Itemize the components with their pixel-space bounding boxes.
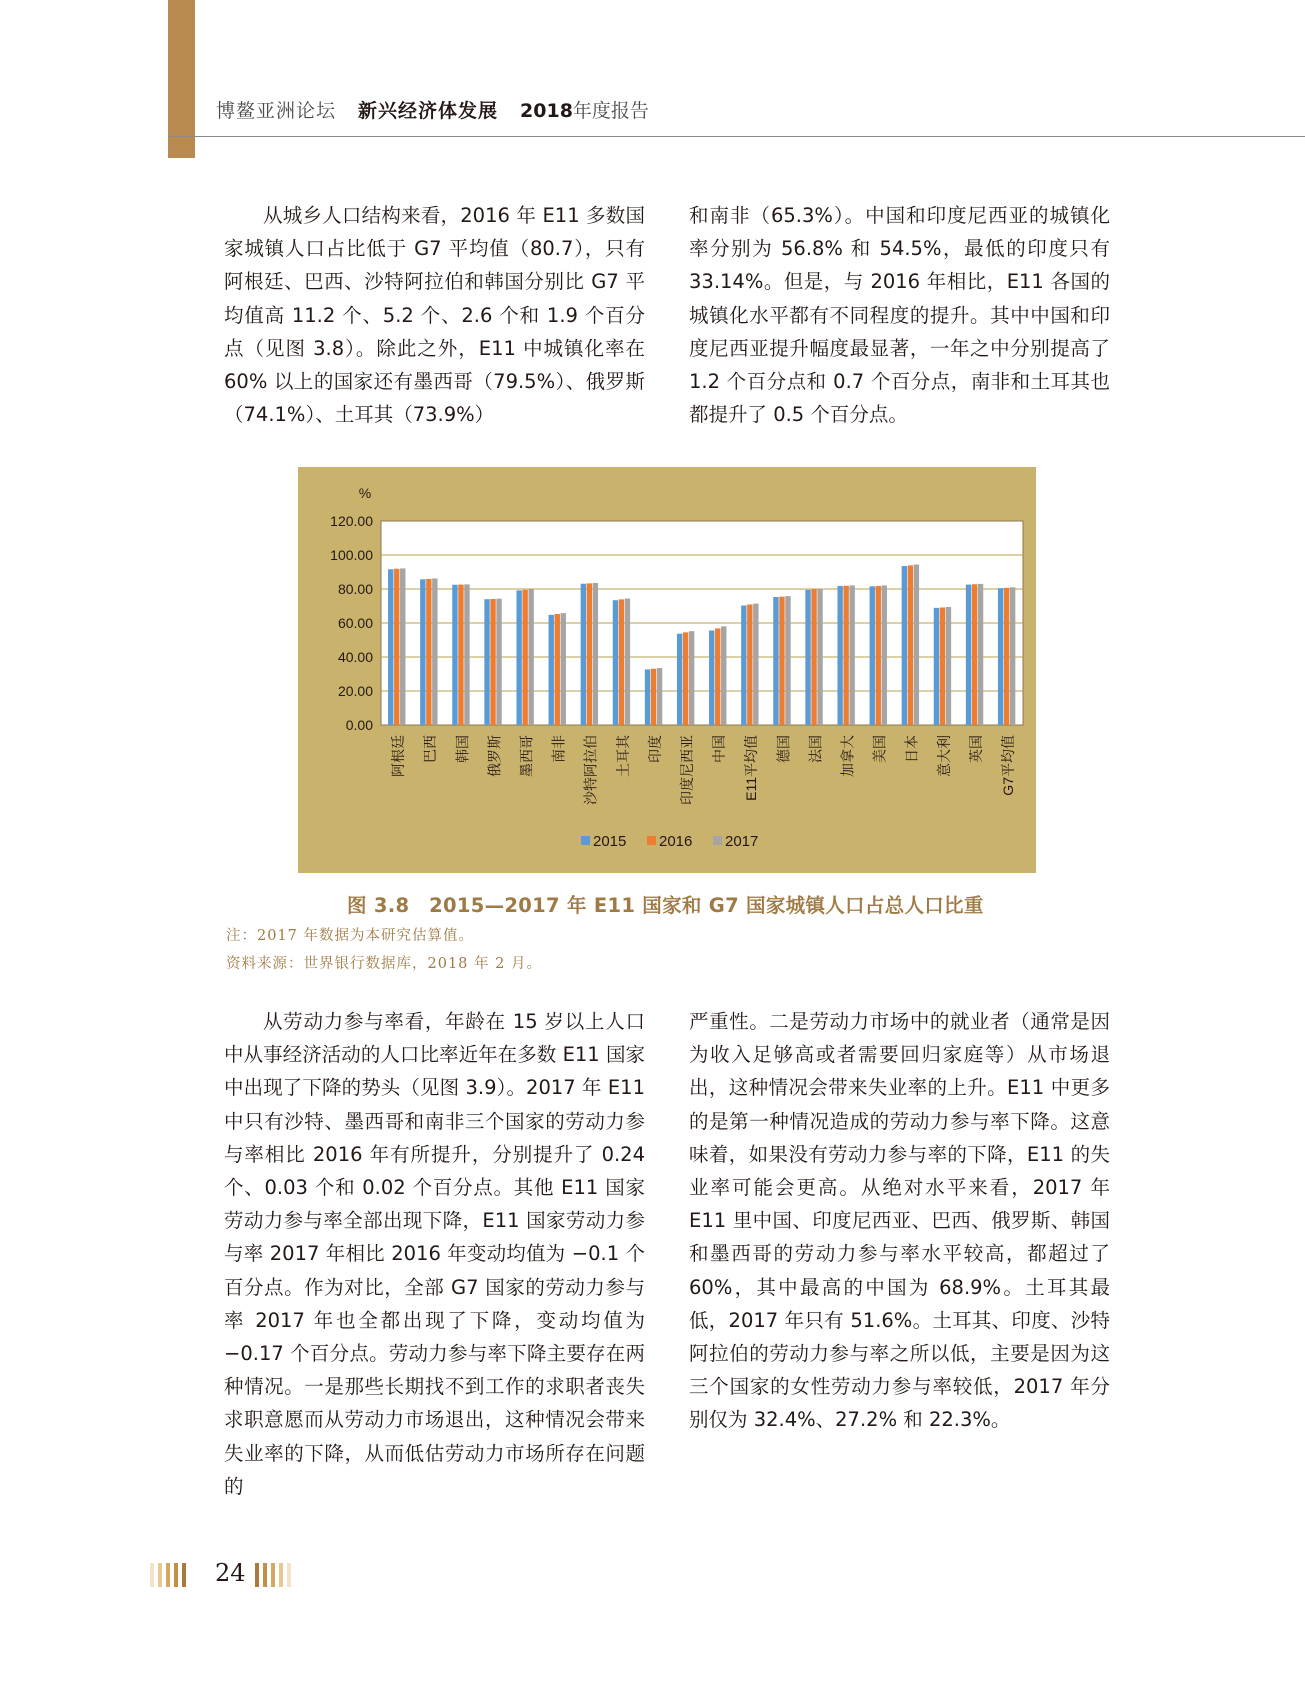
bar-2015 — [934, 608, 939, 725]
paragraph-text: 严重性。二是劳动力市场中的就业者（通常是因为收入足够高或者需要回归家庭等）从市场退出，这种情况会带来失业率的上升。E11 中更多的是第一种情况造成的劳动力参与率下降。这意味着，如果没有劳动力参与率的下降，E11 的失业率可能会更高。从绝对水平来看，2017 年 E11 里中国、印度尼西亚、巴西、俄罗斯、韩国和墨西哥的劳动力参与率水平较高，都超过了 60%，其中最高的中国为 68.9%。土耳其最低，2017 年只有 51.6%。土耳其、印度、沙特阿拉伯的劳动力参与率之所以低，主要是因为这三个国家的女性劳动力参与率较低，2017 年分别仅为 32.4%、27.2% 和 22.3%。 — [689, 1010, 1110, 1432]
x-tick-label-group — [936, 735, 952, 777]
bar-2017 — [689, 631, 694, 725]
x-tick-label-group — [743, 735, 759, 801]
y-axis-label: % — [358, 485, 372, 501]
header-rule — [168, 136, 1305, 137]
legend-swatch-2015 — [581, 836, 590, 845]
y-tick-label: 60.00 — [337, 615, 373, 631]
y-tick-label: 100.00 — [330, 547, 373, 563]
x-tick-label-group — [711, 735, 727, 763]
bar-2016 — [843, 586, 848, 725]
x-tick-label: 土耳其 — [614, 735, 631, 777]
x-tick-label: 印度尼西亚 — [678, 735, 695, 805]
bar-2016 — [587, 583, 592, 725]
bar-2017 — [528, 590, 533, 725]
x-tick-label: 阿根廷 — [390, 735, 407, 777]
header-forum-name: 博鳌亚洲论坛 — [216, 100, 337, 122]
x-tick-label-group — [551, 735, 567, 763]
y-tick-label: 120.00 — [330, 513, 373, 529]
bar-2017 — [882, 585, 887, 725]
page-number: 24 — [215, 1559, 246, 1587]
x-tick-label: 沙特阿拉伯 — [582, 735, 599, 805]
bar-2017 — [400, 568, 405, 725]
running-header — [216, 96, 649, 123]
bar-2017 — [593, 583, 598, 725]
bar-2016 — [619, 599, 624, 725]
bar-2016 — [940, 608, 945, 725]
legend-label-2015: 2015 — [593, 833, 627, 850]
bar-2015 — [388, 569, 393, 725]
bar-2015 — [773, 597, 778, 725]
x-tick-label: 中国 — [711, 735, 728, 763]
bar-2016 — [972, 584, 977, 725]
figure-source: 资料来源：世界银行数据库，2018 年 2 月。 — [226, 956, 542, 972]
header-year: 2018 — [520, 100, 573, 122]
x-tick-label-group — [454, 735, 470, 763]
bar-2016 — [490, 599, 495, 725]
bar-2016 — [876, 586, 881, 725]
bar-2016 — [811, 589, 816, 725]
paragraph-text: 从城乡人口结构来看，2016 年 E11 多数国家城镇人口占比低于 G7 平均值（80.7），只有阿根廷、巴西、沙特阿拉伯和韩国分别比 G7 平均值高 11.2 个、5.2 个、2.6 个和 1.9 个百分点（见图 3.8）。除此之外，E11 中城镇化率在 60% 以上的国家还有墨西哥（79.5%）、俄罗斯（74.1%）、土耳其（73.9%） — [224, 204, 645, 427]
x-tick-label-group — [518, 735, 534, 777]
bar-2017 — [464, 584, 469, 725]
footer-mark — [158, 1563, 162, 1587]
bar-2015 — [902, 566, 907, 725]
paragraph-labor-part1 — [224, 1005, 645, 1503]
x-tick-label: 美国 — [871, 735, 888, 763]
bar-2017 — [914, 565, 919, 725]
x-tick-label-group — [679, 735, 695, 805]
footer-mark — [271, 1563, 275, 1587]
legend-label-2017: 2017 — [725, 833, 759, 850]
paragraph-urbanization-part1 — [224, 199, 645, 431]
footer-mark — [279, 1563, 283, 1587]
bar-2017 — [946, 607, 951, 725]
bar-2017 — [753, 604, 758, 725]
bar-2016 — [555, 614, 560, 725]
bar-2015 — [677, 634, 682, 725]
bar-2016 — [747, 604, 752, 725]
x-tick-label: 俄罗斯 — [486, 735, 503, 777]
bar-2016 — [683, 632, 688, 725]
bar-2015 — [709, 630, 714, 725]
bar-2016 — [426, 579, 431, 725]
footer-mark — [166, 1563, 170, 1587]
bar-2017 — [1010, 587, 1015, 725]
x-tick-label-group — [583, 735, 599, 805]
bar-2016 — [458, 585, 463, 725]
paragraph-text: 和南非（65.3%）。中国和印度尼西亚的城镇化率分别为 56.8% 和 54.5%，最低的印度只有 33.14%。但是，与 2016 年相比，E11 各国的城镇化水平都有不同程度的提升。其中中国和印度尼西亚提升幅度最显著，一年之中分别提高了 1.2 个百分点和 0.7 个百分点，南非和土耳其也都提升了 0.5 个百分点。 — [689, 204, 1110, 427]
x-tick-label: 南非 — [550, 735, 567, 763]
footer-mark — [182, 1563, 186, 1587]
x-tick-label: 墨西哥 — [518, 735, 535, 777]
bar-2015 — [452, 585, 457, 725]
bar-2017 — [785, 596, 790, 725]
y-tick-label: 40.00 — [337, 649, 373, 665]
x-tick-label: 意大利 — [935, 735, 952, 777]
x-tick-label-group — [775, 735, 791, 763]
bar-2016 — [715, 628, 720, 725]
x-tick-label: E11平均值 — [743, 735, 760, 801]
figure-3-8-chart — [298, 467, 1036, 873]
bar-2015 — [741, 605, 746, 725]
urbanization-bar-chart — [298, 467, 1036, 873]
footer-decoration-left — [150, 1563, 186, 1587]
bar-2016 — [908, 565, 913, 725]
x-tick-label: 印度 — [646, 735, 663, 763]
x-tick-label: 巴西 — [422, 735, 439, 763]
x-tick-label: 加拿大 — [839, 735, 856, 777]
footer-mark — [174, 1563, 178, 1587]
legend-swatch-2016 — [647, 836, 656, 845]
x-tick-label-group — [968, 735, 984, 763]
bar-2017 — [496, 599, 501, 725]
bar-2017 — [657, 668, 662, 725]
figure-caption: 图 3.8 2015—2017 年 E11 国家和 G7 国家城镇人口占总人口比重 — [347, 894, 984, 917]
bar-2016 — [394, 569, 399, 725]
bar-2015 — [613, 600, 618, 725]
footer-decoration-right — [255, 1563, 291, 1587]
bar-2015 — [805, 590, 810, 725]
bar-2016 — [1004, 588, 1009, 725]
bar-2017 — [849, 585, 854, 725]
x-tick-label-group — [839, 735, 855, 777]
x-tick-label: G7平均值 — [999, 735, 1016, 796]
footer-mark — [150, 1563, 154, 1587]
bar-2015 — [549, 615, 554, 725]
y-tick-label: 0.00 — [345, 717, 373, 733]
bar-2016 — [522, 590, 527, 725]
paragraph-text: 从劳动力参与率看，年龄在 15 岁以上人口中从事经济活动的人口比率近年在多数 E11 国家中出现了下降的势头（见图 3.9）。2017 年 E11 中只有沙特、墨西哥和南非三个国家的劳动力参与率相比 2016 年有所提升，分别提升了 0.24 个、0.03 个和 0.02 个百分点。其他 E11 国家劳动力参与率全部出现下降，E11 国家劳动力参与率 2017 年相比 2016 年变动均值为 −0.1 个百分点。作为对比，全部 G7 国家的劳动力参与率 2017 年也全都出现了下降，变动均值为 −0.17 个百分点。劳动力参与率下降主要存在两种情况。一是那些长期找不到工作的求职者丧失求职意愿而从劳动力市场退出，这种情况会带来失业率的下降，从而低估劳动力市场所存在问题的 — [224, 1010, 645, 1498]
x-tick-label-group — [1000, 735, 1016, 796]
bar-2017 — [817, 589, 822, 725]
x-tick-label: 韩国 — [454, 735, 471, 763]
header-book-title: 新兴经济体发展 — [358, 100, 499, 122]
bar-2017 — [561, 613, 566, 725]
x-tick-label-group — [647, 735, 663, 763]
bar-2017 — [625, 599, 630, 725]
bar-2015 — [645, 669, 650, 725]
footer-mark — [287, 1563, 291, 1587]
paragraph-urbanization-part2 — [689, 199, 1110, 431]
x-tick-label-group — [904, 735, 920, 763]
bar-2015 — [998, 588, 1003, 725]
footer-mark — [263, 1563, 267, 1587]
bar-2015 — [516, 590, 521, 725]
x-tick-label-group — [486, 735, 502, 777]
bar-2015 — [420, 579, 425, 725]
footer-mark — [255, 1563, 259, 1587]
bar-2017 — [432, 578, 437, 725]
bar-2015 — [870, 586, 875, 725]
x-tick-label-group — [422, 735, 438, 763]
bar-2017 — [978, 584, 983, 725]
bar-2016 — [651, 669, 656, 725]
legend-swatch-2017 — [713, 836, 722, 845]
x-tick-label: 日本 — [903, 735, 920, 763]
x-tick-label: 德国 — [775, 735, 792, 763]
bar-2017 — [721, 626, 726, 725]
decorative-side-bar — [168, 0, 195, 158]
x-tick-label: 法国 — [807, 735, 824, 763]
paragraph-labor-part2 — [689, 1005, 1110, 1437]
x-tick-label-group — [615, 734, 631, 777]
figure-note: 注：2017 年数据为本研究估算值。 — [226, 928, 475, 944]
bar-2016 — [779, 597, 784, 725]
bar-2015 — [837, 586, 842, 725]
x-tick-label: 英国 — [967, 735, 984, 763]
legend-label-2016: 2016 — [659, 833, 693, 850]
y-tick-label: 80.00 — [337, 581, 373, 597]
header-report-label: 年度报告 — [572, 100, 649, 122]
bar-2015 — [581, 584, 586, 725]
x-tick-label-group — [390, 735, 406, 777]
y-tick-label: 20.00 — [337, 683, 373, 699]
bar-2015 — [966, 585, 971, 725]
x-tick-label-group — [872, 735, 888, 763]
x-tick-label-group — [807, 735, 823, 763]
bar-2015 — [484, 599, 489, 725]
